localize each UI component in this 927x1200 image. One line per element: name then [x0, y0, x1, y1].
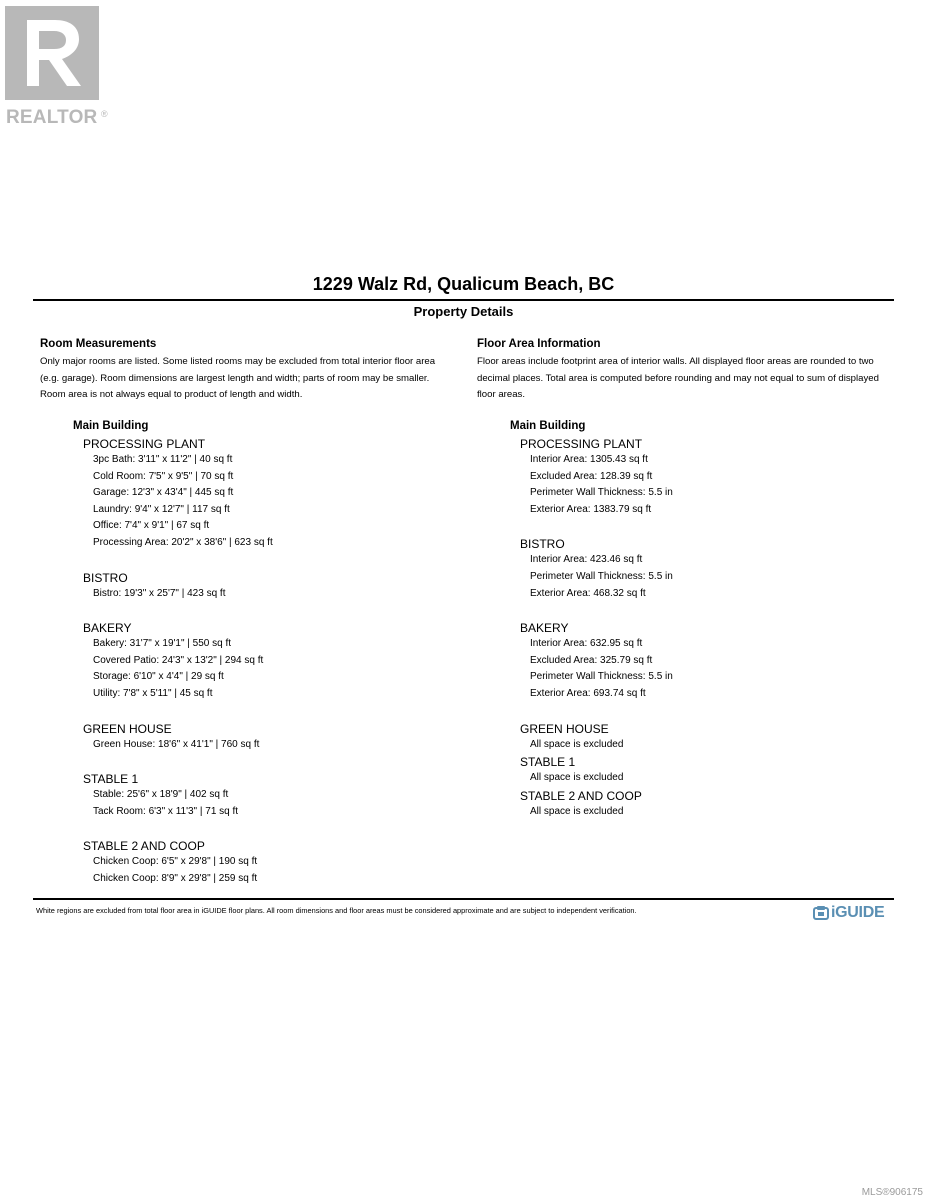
iguide-wordmark: iGUIDE [831, 904, 885, 921]
group-name: STABLE 2 AND COOP [520, 788, 642, 803]
list-item: Excluded Area: 128.39 sq ft [530, 470, 653, 482]
group-name: PROCESSING PLANT [520, 437, 643, 451]
iguide-icon [813, 906, 829, 920]
list-item: Interior Area: 1305.43 sq ft [530, 454, 648, 465]
group-name: BAKERY [520, 621, 569, 636]
page-subtitle: Property Details [413, 304, 514, 319]
page-title: 1229 Walz Rd, Qualicum Beach, BC [312, 274, 615, 294]
list-item: Covered Patio: 24'3" x 13'2" | 294 sq ft [93, 654, 264, 666]
footer-divider [33, 898, 894, 900]
list-item: Chicken Coop: 8'9" x 29'8" | 259 sq ft [93, 873, 258, 884]
group-name: BISTRO [520, 537, 565, 552]
realtor-r-icon [5, 6, 99, 100]
room-measurements-description [40, 354, 435, 404]
list-item: Exterior Area: 693.74 sq ft [530, 688, 646, 699]
list-item: Cold Room: 7'5" x 9'5" | 70 sq ft [93, 470, 234, 482]
description-line: Only major rooms are listed. Some listed rooms may be excluded from total interior floor area [40, 356, 436, 367]
list-item: Laundry: 9'4" x 12'7" | 117 sq ft [93, 503, 230, 515]
list-item: Tack Room: 6'3" x 11'3" | 71 sq ft [93, 805, 239, 817]
footnote: White regions are excluded from total floor area in iGUIDE floor plans. All room dimensions and floor areas must be considered approximate and are subject to independent verification. [36, 906, 637, 915]
list-item: All space is excluded [530, 738, 624, 750]
group-name: STABLE 2 AND COOP [83, 839, 205, 854]
list-item: Bistro: 19'3" x 25'7" | 423 sq ft [93, 587, 226, 599]
list-item: Bakery: 31'7" x 19'1" | 550 sq ft [93, 638, 232, 650]
mls-number: MLS®906175 [861, 1187, 923, 1198]
list-item: Exterior Area: 468.32 sq ft [530, 587, 646, 599]
list-item: Exterior Area: 1383.79 sq ft [530, 503, 652, 515]
list-item: Green House: 18'6" x 41'1" | 760 sq ft [93, 738, 260, 750]
list-item: Processing Area: 20'2" x 38'6" | 623 sq ft [93, 537, 273, 548]
list-item: Storage: 6'10" x 4'4" | 29 sq ft [93, 671, 224, 683]
realtor-logo [5, 6, 109, 126]
floor-area-heading: Floor Area Information [477, 338, 601, 350]
list-item: Office: 7'4" x 9'1" | 67 sq ft [93, 520, 210, 532]
list-item: All space is excluded [530, 772, 624, 784]
list-item: Interior Area: 423.46 sq ft [530, 554, 643, 566]
group-name: STABLE 1 [520, 755, 576, 770]
iguide-logo [813, 903, 884, 923]
building-name: Main Building [510, 420, 586, 432]
group-name: STABLE 1 [83, 772, 139, 787]
group-name: GREEN HOUSE [83, 721, 172, 736]
list-item: Perimeter Wall Thickness: 5.5 in [530, 571, 673, 582]
realtor-wordmark: REALTOR [6, 107, 98, 128]
list-item: Excluded Area: 325.79 sq ft [530, 654, 653, 666]
description-line: decimal places. Total area is computed before rounding and may not equal to sum of displayed [477, 372, 879, 384]
room-measurements-heading: Room Measurements [40, 338, 157, 350]
list-item: Stable: 25'6" x 18'9" | 402 sq ft [93, 789, 229, 801]
list-item: Garage: 12'3" x 43'4" | 445 sq ft [93, 487, 234, 499]
building-name: Main Building [73, 420, 149, 432]
list-item: Interior Area: 632.95 sq ft [530, 638, 643, 650]
group-name: BAKERY [83, 621, 132, 636]
group-name: PROCESSING PLANT [83, 437, 206, 451]
list-item: 3pc Bath: 3'11" x 11'2" | 40 sq ft [93, 454, 233, 465]
description-line: floor areas. [477, 389, 525, 401]
registered-mark: ® [101, 109, 108, 119]
description-line: Floor areas include footprint area of interior walls. All displayed floor areas are rounded to two [477, 356, 874, 367]
floor-area-description [477, 354, 879, 404]
list-item: Perimeter Wall Thickness: 5.5 in [530, 487, 673, 499]
group-name: GREEN HOUSE [520, 721, 609, 736]
description-line: Room area is not always equal to product of length and width. [40, 389, 303, 401]
list-item: All space is excluded [530, 805, 624, 817]
description-line: (e.g. garage). Room dimensions are largest length and width; parts of room may be smaller. [40, 372, 430, 384]
list-item: Perimeter Wall Thickness: 5.5 in [530, 671, 673, 683]
list-item: Utility: 7'8" x 5'11" | 45 sq ft [93, 688, 213, 699]
list-item: Chicken Coop: 6'5" x 29'8" | 190 sq ft [93, 856, 258, 868]
title-divider [33, 299, 894, 301]
group-name: BISTRO [83, 570, 128, 585]
